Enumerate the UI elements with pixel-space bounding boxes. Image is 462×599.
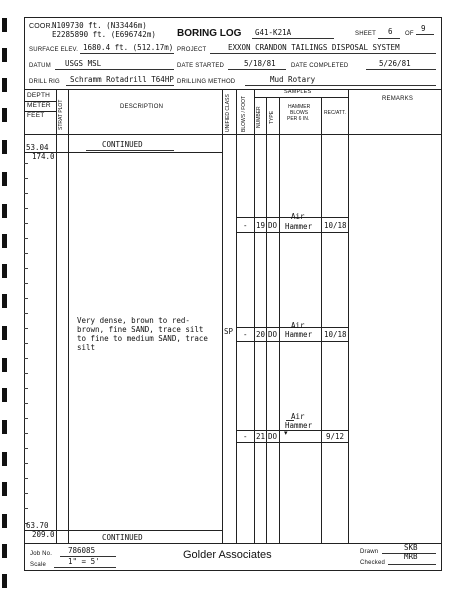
date-started-line xyxy=(228,69,286,70)
sample-type: DO xyxy=(268,432,278,441)
sample-number: 21 xyxy=(256,432,266,441)
col-header-blows-foot: BLOWS / FOOT xyxy=(241,95,247,132)
punch-hole xyxy=(2,78,7,92)
checked-line xyxy=(388,564,436,565)
datum-label: DATUM xyxy=(29,63,51,69)
punch-hole xyxy=(2,326,7,340)
description-line: to fine to medium SAND, trace xyxy=(77,334,208,343)
col-header-description: DESCRIPTION xyxy=(120,104,164,110)
arrow-down-icon: ▾ xyxy=(284,430,288,437)
frame-right xyxy=(441,17,442,570)
col-header-per-6-in: PER 6 IN. xyxy=(287,116,310,122)
company-name: Golder Associates xyxy=(183,549,272,561)
sample-hammer: Air xyxy=(291,412,305,421)
date-completed-line xyxy=(366,69,436,70)
description-line: Very dense, brown to red- xyxy=(77,316,190,325)
sheet-number: 6 xyxy=(388,27,393,36)
surface-elev-line xyxy=(80,53,174,54)
col-divider-number xyxy=(266,97,267,543)
bottom-continued: CONTINUED xyxy=(102,533,143,542)
top-continued: CONTINUED xyxy=(102,140,143,149)
datum: USGS MSL xyxy=(65,59,102,68)
coord-easting: E2285890 ft. (E696742m) xyxy=(52,30,156,39)
checked-label: Checked xyxy=(360,560,386,566)
date-completed: 5/26/81 xyxy=(379,59,411,68)
job-no: 786085 xyxy=(68,546,96,555)
sample-blows: - xyxy=(243,432,248,441)
col-header-blows: BLOWS xyxy=(290,110,309,116)
drilling-method-label: DRILLING METHOD xyxy=(177,79,236,85)
description-line: silt xyxy=(77,343,96,352)
top-continued-line xyxy=(86,150,174,151)
col-header-number: NUMBER xyxy=(256,106,262,128)
col-divider-class xyxy=(236,89,237,543)
coord-label: COOR. xyxy=(29,23,53,30)
col-divider-desc xyxy=(222,89,223,543)
hammer-arrow-stem xyxy=(286,420,294,421)
scale-line xyxy=(54,567,116,568)
bottom-depth-meters: 63.70 xyxy=(26,521,49,530)
boring-id-line xyxy=(252,38,334,39)
sample-hammer: Hammer xyxy=(285,421,313,430)
punch-hole xyxy=(2,544,7,558)
coord-northing: N109730 ft. (N33446m) xyxy=(52,21,147,30)
col-header-rec-att: REC/ATT. xyxy=(324,110,346,116)
drilling-method: Mud Rotary xyxy=(270,75,316,84)
table-top-line xyxy=(24,89,442,90)
sample-number: 19 xyxy=(256,221,266,230)
sample-recovery: 10/18 xyxy=(324,330,347,339)
of-label: OF xyxy=(405,31,414,37)
col-header-hammer: HAMMER xyxy=(288,104,311,110)
date-started-label: DATE STARTED xyxy=(177,63,225,69)
description-line: brown, fine SAND, trace silt xyxy=(77,325,204,334)
sample-recovery: 9/12 xyxy=(326,432,345,441)
job-no-label: Job No. xyxy=(30,551,53,557)
depth-header-line xyxy=(24,111,56,112)
sample-blows: - xyxy=(243,221,248,230)
punch-hole xyxy=(2,482,7,496)
datum-line xyxy=(55,69,174,70)
drawn-label: Drawn xyxy=(360,549,379,555)
project-label: PROJECT xyxy=(177,47,207,53)
punch-hole xyxy=(2,358,7,372)
scale: 1" = 5' xyxy=(68,557,100,566)
punch-hole xyxy=(2,452,7,466)
form-title: BORING LOG xyxy=(177,28,242,39)
sample-blows: - xyxy=(243,330,248,339)
col-divider-depth xyxy=(56,89,57,543)
punch-hole xyxy=(2,388,7,402)
punch-hole xyxy=(2,514,7,528)
sample-hammer: Air xyxy=(291,212,305,221)
col-header-feet: FEET xyxy=(27,112,45,119)
unified-class-value: SP xyxy=(224,327,234,336)
punch-hole xyxy=(2,48,7,62)
project: EXXON CRANDON TAILINGS DISPOSAL SYSTEM xyxy=(228,43,400,52)
punch-hole xyxy=(2,264,7,278)
sample-number: 20 xyxy=(256,330,266,339)
top-depth-meters: 53.04 xyxy=(26,143,49,152)
punch-hole xyxy=(2,204,7,218)
checked-by: MRB xyxy=(404,552,418,561)
drilling-method-line xyxy=(245,85,436,86)
col-header-meter: METER xyxy=(27,102,51,109)
punch-hole xyxy=(2,172,7,186)
frame-bottom xyxy=(24,570,442,571)
sample-hammer: Hammer xyxy=(285,330,313,339)
header-bottom-line xyxy=(24,134,442,135)
col-divider-rec xyxy=(348,89,349,543)
date-completed-label: DATE COMPLETED xyxy=(291,63,349,69)
col-header-unified-class: UNIFIED CLASS xyxy=(225,94,231,132)
frame-top xyxy=(24,17,442,18)
top-depth-feet: 174.0 xyxy=(32,152,55,161)
drill-rig-line xyxy=(66,85,174,86)
col-header-depth: DEPTH xyxy=(27,92,51,99)
col-header-strat-plot: STRAT PLOT xyxy=(58,99,64,130)
samples-subheader-line xyxy=(254,97,348,98)
depth-header-line xyxy=(24,101,56,102)
col-divider-type xyxy=(279,97,280,543)
punch-hole xyxy=(2,140,7,154)
surface-elev-label: SURFACE ELEV. xyxy=(29,47,79,53)
sample-hammer: Hammer xyxy=(285,222,313,231)
col-divider-blows xyxy=(254,89,255,543)
punch-hole xyxy=(2,294,7,308)
date-started: 5/18/81 xyxy=(244,59,276,68)
frame-left xyxy=(24,17,25,570)
project-line xyxy=(210,53,436,54)
table-bottom-line xyxy=(24,543,442,544)
surface-elev: 1680.4 ft. (512.17m) xyxy=(83,43,174,52)
col-header-samples: SAMPLES xyxy=(284,89,312,95)
scale-label: Scale xyxy=(30,562,47,568)
drill-rig-label: DRILL RIG xyxy=(29,79,60,85)
punch-hole xyxy=(2,574,7,588)
punch-hole xyxy=(2,234,7,248)
bottom-depth-feet: 209.0 xyxy=(32,530,55,539)
punch-hole xyxy=(2,18,7,32)
sample-type: DO xyxy=(268,221,278,230)
sample-hammer: Air xyxy=(291,321,305,330)
boring-id: G41-K21A xyxy=(255,28,292,37)
sample-recovery: 10/18 xyxy=(324,221,347,230)
punch-hole xyxy=(2,108,7,122)
col-header-remarks: REMARKS xyxy=(382,96,414,102)
sample-type: DO xyxy=(268,330,278,339)
col-divider-hammer xyxy=(321,97,322,543)
punch-hole xyxy=(2,420,7,434)
sheet-total-line xyxy=(416,34,434,35)
sheet-number-line xyxy=(378,38,400,39)
col-header-type: TYPE xyxy=(269,110,275,124)
sheet-total: 9 xyxy=(421,24,426,33)
drill-rig: Schramm Rotadrill T64HP xyxy=(70,75,174,84)
sheet-label: SHEET xyxy=(355,31,377,37)
col-divider-strat xyxy=(68,89,69,543)
drawn-by: SKB xyxy=(404,543,418,552)
